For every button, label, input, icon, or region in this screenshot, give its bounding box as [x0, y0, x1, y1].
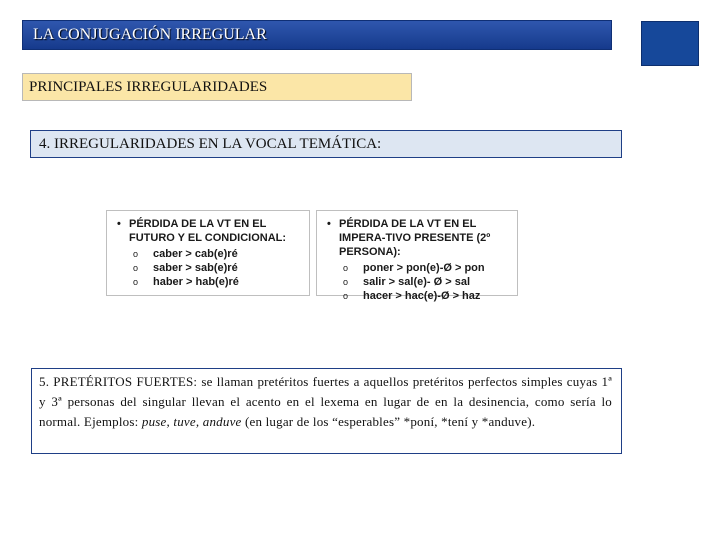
bullet-icon: •	[327, 218, 331, 230]
example-text: saber > sab(e)ré	[153, 262, 238, 274]
bullet-icon: •	[117, 218, 121, 230]
section-4-heading: 4. IRREGULARIDADES EN LA VOCAL TEMÁTICA:	[30, 130, 622, 158]
example-text: poner > pon(e)-Ø > pon	[363, 262, 485, 274]
list-item	[343, 261, 509, 275]
circle-bullet-icon: o	[343, 277, 349, 287]
example-text: haber > hab(e)ré	[153, 276, 239, 288]
list-item	[133, 261, 301, 275]
paragraph-text-end: (en lugar de los “esperables” *poní, *tení y *anduve).	[241, 414, 536, 429]
list-item	[343, 275, 509, 289]
circle-bullet-icon: o	[133, 249, 139, 259]
card-heading-row	[117, 217, 301, 245]
examples-italic: puse, tuve, anduve	[141, 414, 242, 429]
circle-bullet-icon: o	[133, 277, 139, 287]
example-list	[133, 247, 301, 289]
example-text: hacer > hac(e)-Ø > haz	[363, 290, 481, 302]
example-list	[343, 261, 509, 303]
subtitle-box: PRINCIPALES IRREGULARIDADES	[22, 73, 412, 101]
list-item	[133, 247, 301, 261]
imperative-card	[316, 210, 518, 302]
paragraph-text-start: 5. PRETÉRITOS FUERTES: se llaman pretéritos fuertes a aquellos pretéritos perfectos simples cuyas 1ª y 3ª personas del singular llevan el acento en el lexema en lugar de en la desinencia, como sería lo normal. Ejemplos:	[39, 374, 612, 429]
example-text: caber > cab(e)ré	[153, 248, 238, 260]
future-conditional-card	[106, 210, 310, 296]
circle-bullet-icon: o	[343, 291, 349, 301]
corner-square-decoration	[641, 21, 699, 66]
slide-title: LA CONJUGACIÓN IRREGULAR	[22, 20, 612, 50]
card-heading: PÉRDIDA DE LA VT EN EL FUTURO Y EL CONDICIONAL:	[129, 218, 287, 244]
circle-bullet-icon: o	[133, 263, 139, 273]
card-heading: PÉRDIDA DE LA VT EN EL IMPERA-TIVO PRESENTE (2º PERSONA):	[339, 218, 491, 258]
list-item	[133, 275, 301, 289]
example-text: salir > sal(e)- Ø > sal	[363, 276, 471, 288]
circle-bullet-icon: o	[343, 263, 349, 273]
list-item	[343, 289, 509, 303]
section-5-paragraph	[31, 368, 622, 454]
card-heading-row	[327, 217, 509, 259]
